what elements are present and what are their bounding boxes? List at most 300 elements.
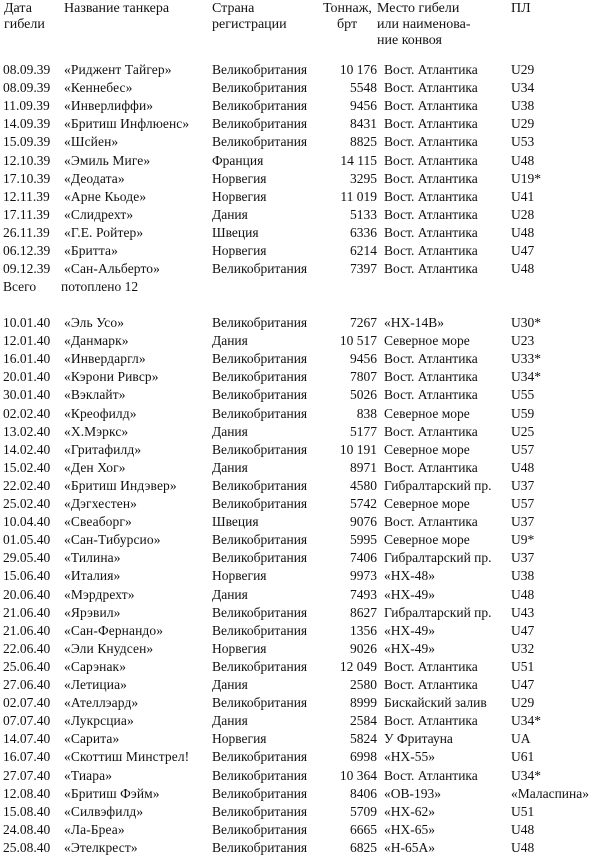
submarine-cell: U48 xyxy=(511,261,535,277)
loss-place-cell: Вост. Атлантика xyxy=(384,351,478,367)
summary-line xyxy=(3,278,138,296)
header-line: Страна xyxy=(212,1,255,16)
submarine-cell: U34* xyxy=(511,767,541,783)
table-row xyxy=(0,640,600,658)
tonnage-cell: 8825 xyxy=(350,134,377,150)
loss-place-cell: Северное море xyxy=(384,333,470,349)
date-cell: 30.01.40 xyxy=(3,387,51,403)
tanker-name-cell: «Бритиш Инфлюенс» xyxy=(64,116,190,132)
table-row xyxy=(0,242,600,260)
tonnage-cell: 7267 xyxy=(350,315,377,330)
date-cell: 07.07.40 xyxy=(3,713,51,729)
table-row xyxy=(0,730,600,748)
country-cell: Дания xyxy=(212,423,248,439)
table-row xyxy=(0,206,600,224)
tonnage-cell: 9076 xyxy=(350,514,377,530)
header-line: Тоннаж, xyxy=(323,1,372,16)
tonnage-cell: 5177 xyxy=(350,423,377,439)
date-cell: 10.04.40 xyxy=(3,514,51,530)
submarine-cell: U48 xyxy=(511,224,535,240)
date-cell: 20.06.40 xyxy=(3,586,51,602)
country-cell: Великобритания xyxy=(212,749,308,765)
tonnage-cell: 10 517 xyxy=(339,333,377,349)
tonnage-cell: 4580 xyxy=(350,477,377,493)
date-cell: 22.02.40 xyxy=(3,477,51,493)
date-cell: 14.02.40 xyxy=(3,441,51,457)
header-line: или наименова- xyxy=(377,17,471,32)
loss-place-cell: Гибралтарский пр. xyxy=(384,550,492,566)
table-row xyxy=(0,152,600,170)
tanker-name-cell: «Креофилд» xyxy=(64,405,137,421)
loss-place-cell: Вост. Атлантика xyxy=(384,62,478,77)
tanker-name-cell: «Ателлэард» xyxy=(64,695,139,711)
table-row xyxy=(0,115,600,133)
tonnage-cell: 7493 xyxy=(350,586,377,602)
submarine-cell: U19* xyxy=(511,170,541,186)
date-cell: 12.10.39 xyxy=(3,152,51,168)
loss-place-cell: «НХ-14В» xyxy=(384,315,444,330)
submarine-cell: UA xyxy=(511,731,531,747)
loss-place-cell: Вост. Атлантика xyxy=(384,243,478,258)
submarine-cell: U55 xyxy=(511,387,535,403)
table-row xyxy=(0,622,600,640)
country-cell: Норвегия xyxy=(212,568,267,584)
loss-place-cell: Вост. Атлантика xyxy=(384,224,478,240)
date-cell: 25.06.40 xyxy=(3,658,51,674)
country-cell: Швеция xyxy=(212,224,259,240)
tanker-name-cell: «Ярэвил» xyxy=(64,604,121,620)
country-cell: Великобритания xyxy=(212,62,308,77)
date-cell: 27.06.40 xyxy=(3,677,51,692)
header-line: регистрации xyxy=(212,17,287,32)
loss-place-cell: Вост. Атлантика xyxy=(384,459,478,475)
header-date xyxy=(4,1,45,33)
submarine-cell: U57 xyxy=(511,441,535,457)
country-cell: Великобритания xyxy=(212,351,308,367)
tonnage-cell: 6665 xyxy=(350,821,377,837)
country-cell: Дания xyxy=(212,206,248,222)
table-row xyxy=(0,839,600,857)
submarine-cell: U23 xyxy=(511,333,535,349)
loss-place-cell: Вост. Атлантика xyxy=(384,206,478,222)
loss-place-cell: Вост. Атлантика xyxy=(384,152,478,168)
country-cell: Великобритания xyxy=(212,496,308,511)
submarine-cell: U38 xyxy=(511,568,535,584)
submarine-cell: U25 xyxy=(511,423,535,439)
submarine-cell: U51 xyxy=(511,803,535,819)
country-cell: Дания xyxy=(212,459,248,475)
tonnage-cell: 838 xyxy=(356,405,377,421)
date-cell: 12.11.39 xyxy=(3,188,50,204)
table-row xyxy=(0,405,600,423)
loss-place-cell: Гибралтарский пр. xyxy=(384,477,492,493)
submarine-cell: U34* xyxy=(511,713,541,729)
submarine-cell: U57 xyxy=(511,496,535,511)
header-line: гибели xyxy=(4,17,45,32)
submarine-cell: U34 xyxy=(511,80,535,96)
header-name xyxy=(64,1,169,17)
table-row xyxy=(0,314,600,332)
header-line: Название танкера xyxy=(64,1,170,16)
tonnage-cell: 8971 xyxy=(350,459,377,475)
submarine-cell: U48 xyxy=(511,586,535,602)
country-cell: Великобритания xyxy=(212,405,308,421)
loss-place-cell: Гибралтарский пр. xyxy=(384,604,492,620)
tonnage-cell: 6825 xyxy=(350,839,377,855)
submarine-cell: U48 xyxy=(511,152,535,168)
table-row xyxy=(0,513,600,531)
submarine-cell: U29 xyxy=(511,116,535,132)
tonnage-cell: 10 364 xyxy=(339,767,377,783)
tanker-name-cell: «Деодата» xyxy=(64,170,125,186)
country-cell: Норвегия xyxy=(212,170,267,186)
tonnage-cell: 5026 xyxy=(350,387,377,403)
table-row xyxy=(0,79,600,97)
submarine-cell: U34* xyxy=(511,369,541,385)
submarine-cell: U53 xyxy=(511,134,535,150)
date-cell: 15.09.39 xyxy=(3,134,51,150)
tonnage-cell: 1356 xyxy=(350,622,377,638)
loss-place-cell: «НХ-62» xyxy=(384,803,435,819)
tanker-name-cell: «Кеннебес» xyxy=(64,80,133,96)
table-row xyxy=(0,459,600,477)
tanker-name-cell: «Сарэнак» xyxy=(64,658,127,674)
tonnage-cell: 5824 xyxy=(350,731,377,747)
submarine-cell: U32 xyxy=(511,640,535,656)
tanker-name-cell: «Сарита» xyxy=(64,731,120,747)
loss-place-cell: Вост. Атлантика xyxy=(384,116,478,132)
date-cell: 16.01.40 xyxy=(3,351,51,367)
date-cell: 08.09.39 xyxy=(3,62,51,77)
submarine-cell: U29 xyxy=(511,62,535,77)
date-cell: 13.02.40 xyxy=(3,423,51,439)
country-cell: Великобритания xyxy=(212,369,308,385)
loss-place-cell: Вост. Атлантика xyxy=(384,677,478,692)
table-row xyxy=(0,224,600,242)
tanker-name-cell: «Г.Е. Ройтер» xyxy=(64,224,144,240)
table-row xyxy=(0,803,600,821)
tonnage-cell: 5548 xyxy=(350,80,377,96)
tanker-name-cell: «Шсйен» xyxy=(64,134,119,150)
date-cell: 14.07.40 xyxy=(3,731,51,747)
tonnage-cell: 2584 xyxy=(350,713,377,729)
date-cell: 10.01.40 xyxy=(3,315,51,330)
tanker-name-cell: «Гритафилд» xyxy=(64,441,142,457)
submarine-cell: U48 xyxy=(511,839,535,855)
date-cell: 08.09.39 xyxy=(3,80,51,96)
date-cell: 15.08.40 xyxy=(3,803,51,819)
loss-place-cell: «НХ-49» xyxy=(384,586,435,602)
tanker-name-cell: «Сан-Тибурсио» xyxy=(64,532,161,548)
loss-place-cell: У Фритауна xyxy=(384,731,453,747)
tonnage-cell: 8999 xyxy=(350,695,377,711)
tanker-name-cell: «Арне Кьоде» xyxy=(64,188,147,204)
date-cell: 01.05.40 xyxy=(3,532,51,548)
loss-place-cell: «ОВ-193» xyxy=(384,785,441,801)
country-cell: Норвегия xyxy=(212,731,267,747)
loss-place-cell: Вост. Атлантика xyxy=(384,369,478,385)
tanker-name-cell: «Дэгхестен» xyxy=(64,496,137,511)
date-cell: 26.11.39 xyxy=(3,224,50,240)
submarine-cell: U33* xyxy=(511,351,541,367)
date-cell: 25.08.40 xyxy=(3,839,51,855)
table-row xyxy=(0,767,600,785)
tanker-name-cell: «Бритта» xyxy=(64,243,118,258)
country-cell: Великобритания xyxy=(212,116,308,132)
tonnage-cell: 5995 xyxy=(350,532,377,548)
date-cell: 29.05.40 xyxy=(3,550,51,566)
country-cell: Великобритания xyxy=(212,550,308,566)
country-cell: Великобритания xyxy=(212,821,308,837)
country-cell: Великобритания xyxy=(212,622,308,638)
submarine-cell: U9* xyxy=(511,532,535,548)
tonnage-cell: 9026 xyxy=(350,640,377,656)
tonnage-cell: 3295 xyxy=(350,170,377,186)
tonnage-cell: 9973 xyxy=(350,568,377,584)
country-cell: Дания xyxy=(212,677,248,692)
loss-place-cell: «НХ-49» xyxy=(384,640,435,656)
loss-place-cell: Вост. Атлантика xyxy=(384,170,478,186)
tonnage-cell: 6214 xyxy=(350,243,377,258)
tanker-name-cell: «Летициа» xyxy=(64,677,128,692)
country-cell: Великобритания xyxy=(212,315,308,330)
tanker-name-cell: «Мэрдрехт» xyxy=(64,586,135,602)
tonnage-cell: 6998 xyxy=(350,749,377,765)
tonnage-cell: 7807 xyxy=(350,369,377,385)
submarine-cell: U37 xyxy=(511,514,535,530)
tonnage-cell: 2580 xyxy=(350,677,377,692)
loss-place-cell: Вост. Атлантика xyxy=(384,423,478,439)
submarine-cell: U51 xyxy=(511,658,535,674)
submarine-cell: U29 xyxy=(511,695,535,711)
tanker-name-cell: «Сан-Альберто» xyxy=(64,261,160,277)
date-cell: 09.12.39 xyxy=(3,261,51,277)
tanker-name-cell: «Инверлиффи» xyxy=(64,98,154,114)
country-cell: Норвегия xyxy=(212,243,267,258)
table-row xyxy=(0,350,600,368)
country-cell: Великобритания xyxy=(212,261,308,277)
tonnage-cell: 6336 xyxy=(350,224,377,240)
tanker-name-cell: «Силвэфилд» xyxy=(64,803,144,819)
loss-place-cell: Вост. Атлантика xyxy=(384,713,478,729)
header-line: Место гибели xyxy=(377,1,460,16)
tanker-name-cell: «Риджент Тайгер» xyxy=(64,62,172,77)
tanker-name-cell: «Инвердаргл» xyxy=(64,351,146,367)
tanker-name-cell: «Свеаборг» xyxy=(64,514,132,530)
date-cell: 24.08.40 xyxy=(3,821,51,837)
date-cell: 17.11.39 xyxy=(3,206,50,222)
tanker-name-cell: «Скоттиш Минстрел! xyxy=(64,749,190,765)
header-line: Дата xyxy=(4,1,32,16)
loss-place-cell: Вост. Атлантика xyxy=(384,514,478,530)
tonnage-cell: 5709 xyxy=(350,803,377,819)
submarine-cell: U37 xyxy=(511,477,535,493)
table-row xyxy=(0,694,600,712)
country-cell: Великобритания xyxy=(212,441,308,457)
loss-place-cell: Северное море xyxy=(384,532,470,548)
loss-place-cell: Вост. Атлантика xyxy=(384,261,478,277)
tanker-name-cell: «Эли Кнудсен» xyxy=(64,640,154,656)
submarine-cell: U47 xyxy=(511,622,535,638)
date-cell: 02.02.40 xyxy=(3,405,51,421)
loss-place-cell: Вост. Атлантика xyxy=(384,98,478,114)
date-cell: 02.07.40 xyxy=(3,695,51,711)
table-row xyxy=(0,586,600,604)
tanker-name-cell: «Тиара» xyxy=(64,767,113,783)
submarine-cell: U37 xyxy=(511,550,535,566)
table-row xyxy=(0,170,600,188)
submarine-cell: U48 xyxy=(511,821,535,837)
table-row xyxy=(0,97,600,115)
table-row xyxy=(0,567,600,585)
loss-place-cell: Вост. Атлантика xyxy=(384,188,478,204)
header-country xyxy=(212,1,287,33)
country-cell: Великобритания xyxy=(212,532,308,548)
table-row xyxy=(0,61,600,79)
loss-place-cell: Северное море xyxy=(384,405,470,421)
tanker-name-cell: «Этелкрест» xyxy=(64,839,138,855)
date-cell: 14.09.39 xyxy=(3,116,51,132)
loss-place-cell: Вост. Атлантика xyxy=(384,80,478,96)
header-sub xyxy=(511,1,531,17)
submarine-cell: U48 xyxy=(511,459,535,475)
submarine-cell: «Маласпина» xyxy=(511,785,590,801)
loss-place-cell: «Н-65А» xyxy=(384,839,435,855)
table-row xyxy=(0,133,600,151)
loss-place-cell: Вост. Атлантика xyxy=(384,134,478,150)
tanker-name-cell: «Эмиль Миге» xyxy=(64,152,151,168)
tanker-name-cell: «Тилина» xyxy=(64,550,121,566)
country-cell: Великобритания xyxy=(212,134,308,150)
tonnage-cell: 8431 xyxy=(350,116,377,132)
table-row xyxy=(0,386,600,404)
table-row xyxy=(0,712,600,730)
date-cell: 25.02.40 xyxy=(3,496,51,511)
country-cell: Великобритания xyxy=(212,785,308,801)
country-cell: Великобритания xyxy=(212,695,308,711)
country-cell: Великобритания xyxy=(212,803,308,819)
table-row xyxy=(0,604,600,622)
country-cell: Дания xyxy=(212,586,248,602)
date-cell: 21.06.40 xyxy=(3,622,51,638)
loss-place-cell: Вост. Атлантика xyxy=(384,387,478,403)
country-cell: Швеция xyxy=(212,514,259,530)
country-cell: Дания xyxy=(212,713,248,729)
table-row xyxy=(0,477,600,495)
date-cell: 17.10.39 xyxy=(3,170,51,186)
tonnage-cell: 10 176 xyxy=(339,62,377,77)
submarine-cell: U38 xyxy=(511,98,535,114)
country-cell: Великобритания xyxy=(212,604,308,620)
date-cell: 21.06.40 xyxy=(3,604,51,620)
loss-place-cell: «НХ-65» xyxy=(384,821,435,837)
header-place xyxy=(377,1,471,49)
submarine-cell: U61 xyxy=(511,749,535,765)
table-row xyxy=(0,676,600,694)
header-line: ние конвоя xyxy=(377,33,442,48)
date-cell: 12.08.40 xyxy=(3,785,51,801)
date-cell: 27.07.40 xyxy=(3,767,51,783)
submarine-cell: U30* xyxy=(511,315,541,330)
country-cell: Дания xyxy=(212,333,248,349)
tanker-name-cell: «Сан-Фернандо» xyxy=(64,622,164,638)
table-row xyxy=(0,495,600,513)
country-cell: Великобритания xyxy=(212,839,308,855)
date-cell: 06.12.39 xyxy=(3,243,51,258)
country-cell: Великобритания xyxy=(212,767,308,783)
loss-place-cell: Вост. Атлантика xyxy=(384,658,478,674)
summary-label: Всего xyxy=(3,279,37,294)
loss-place-cell: Бискайский залив xyxy=(384,695,487,711)
table-row xyxy=(0,441,600,459)
country-cell: Норвегия xyxy=(212,640,267,656)
tonnage-cell: 11 019 xyxy=(340,188,377,204)
table-row xyxy=(0,531,600,549)
date-cell: 22.06.40 xyxy=(3,640,51,656)
country-cell: Великобритания xyxy=(212,387,308,403)
tonnage-cell: 9456 xyxy=(350,351,377,367)
table-row xyxy=(0,658,600,676)
tonnage-cell: 9456 xyxy=(350,98,377,114)
submarine-cell: U47 xyxy=(511,243,535,258)
date-cell: 20.01.40 xyxy=(3,369,51,385)
country-cell: Великобритания xyxy=(212,98,308,114)
table-row xyxy=(0,785,600,803)
tanker-name-cell: «Бритиш Фэйм» xyxy=(64,785,160,801)
country-cell: Великобритания xyxy=(212,658,308,674)
tonnage-cell: 8627 xyxy=(350,604,377,620)
date-cell: 11.09.39 xyxy=(3,98,50,114)
tanker-name-cell: «Данмарк» xyxy=(64,333,129,349)
tanker-name-cell: «Кэрони Ривср» xyxy=(64,369,159,385)
tanker-name-cell: «Ла-Бреа» xyxy=(64,821,125,837)
tanker-name-cell: «Ден Хог» xyxy=(64,459,126,475)
tonnage-cell: 14 115 xyxy=(340,152,377,168)
tonnage-cell: 7397 xyxy=(350,261,377,277)
loss-place-cell: Вост. Атлантика xyxy=(384,767,478,783)
country-cell: Норвегия xyxy=(212,188,267,204)
header-tonnage xyxy=(323,1,372,33)
tanker-name-cell: «Х.Мэркс» xyxy=(64,423,129,439)
summary-text: потоплено 12 xyxy=(61,279,139,294)
tanker-name-cell: «Бритиш Индэвер» xyxy=(64,477,177,493)
tonnage-cell: 10 191 xyxy=(339,441,377,457)
country-cell: Великобритания xyxy=(212,477,308,493)
submarine-cell: U41 xyxy=(511,188,535,204)
date-cell: 16.07.40 xyxy=(3,749,51,765)
loss-place-cell: Северное море xyxy=(384,496,470,511)
submarine-cell: U59 xyxy=(511,405,535,421)
tanker-name-cell: «Лукрсциа» xyxy=(64,713,134,729)
loss-place-cell: «НХ-48» xyxy=(384,568,435,584)
tonnage-cell: 5742 xyxy=(350,496,377,511)
submarine-cell: U28 xyxy=(511,206,535,222)
table-row xyxy=(0,188,600,206)
table-row xyxy=(0,748,600,766)
tonnage-cell: 7406 xyxy=(350,550,377,566)
tanker-name-cell: «Вэклайт» xyxy=(64,387,126,403)
loss-place-cell: «НХ-55» xyxy=(384,749,435,765)
tanker-name-cell: «Эль Усо» xyxy=(64,315,125,330)
submarine-cell: U47 xyxy=(511,677,535,692)
date-cell: 15.06.40 xyxy=(3,568,51,584)
date-cell: 12.01.40 xyxy=(3,333,51,349)
table-row xyxy=(0,821,600,839)
tonnage-cell: 12 049 xyxy=(339,658,377,674)
country-cell: Великобритания xyxy=(212,80,308,96)
tanker-name-cell: «Слидрехт» xyxy=(64,206,134,222)
table-row xyxy=(0,332,600,350)
